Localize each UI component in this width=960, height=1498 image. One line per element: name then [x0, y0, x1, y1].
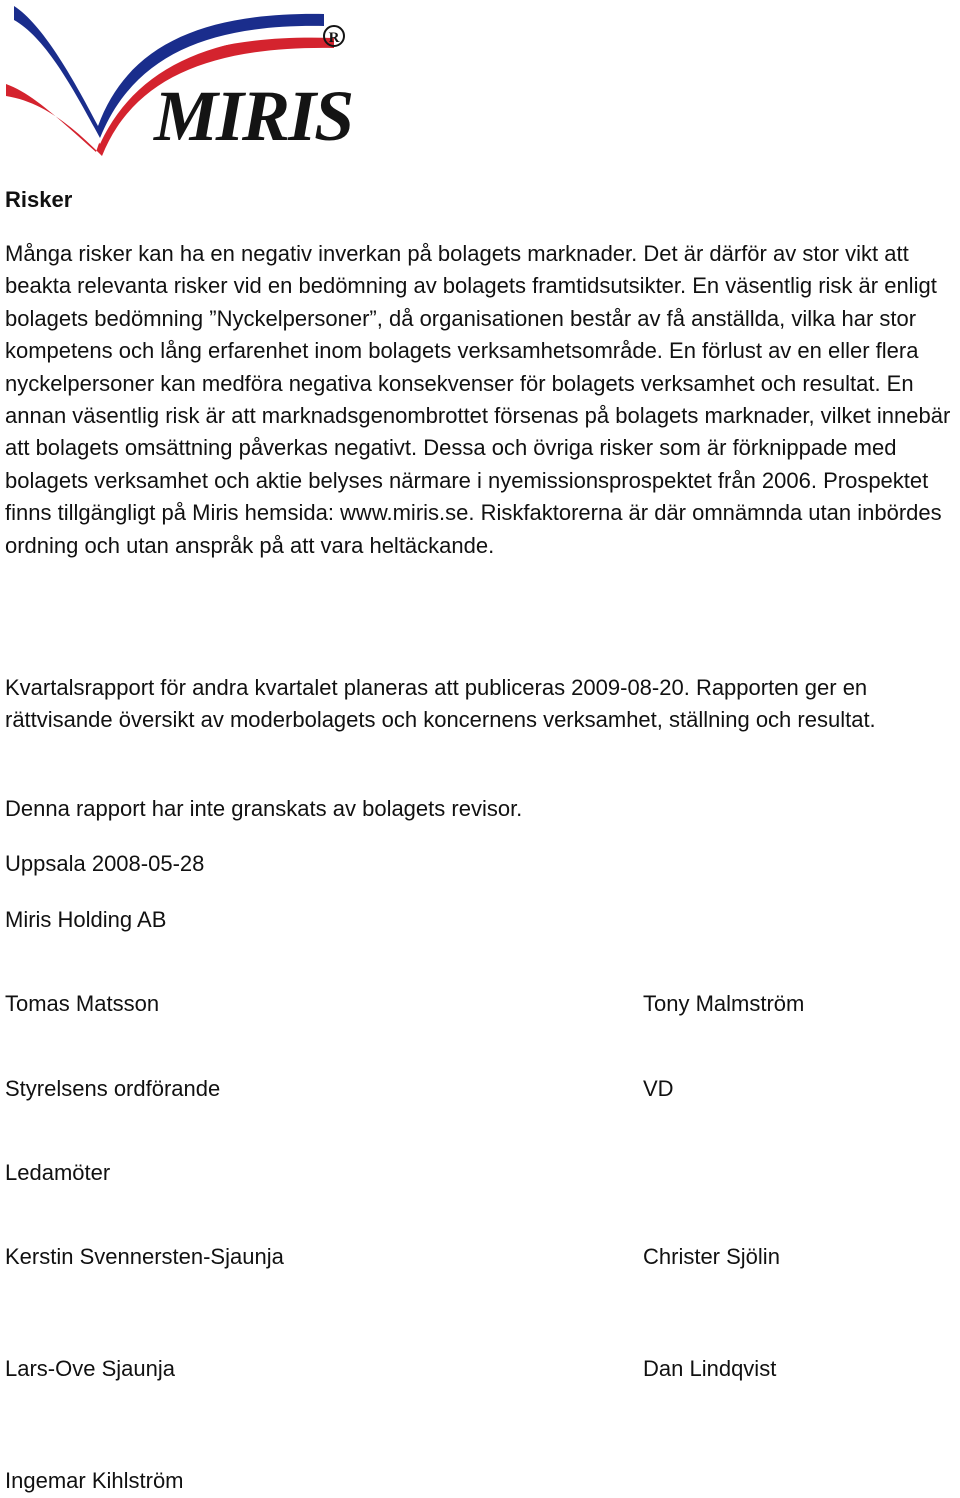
member-name: Christer Sjölin: [643, 1244, 780, 1269]
report-paragraph: Kvartalsrapport för andra kvartalet planeras att publiceras 2009-08-20. Rapporten ger en rättvisande översikt av moderbolagets och koncernens verksamhet, ställning och resultat.: [5, 675, 876, 733]
member-name: Ingemar Kihlström: [5, 1468, 184, 1493]
company-name: Miris Holding AB: [5, 907, 167, 932]
miris-logo: [4, 4, 354, 162]
member-name: Lars-Ove Sjaunja: [5, 1356, 175, 1381]
chair-title: Styrelsens ordförande: [5, 1076, 221, 1101]
member-name: Kerstin Svennersten-Sjaunja: [5, 1244, 284, 1269]
chair-name: Tomas Matsson: [5, 991, 160, 1016]
risk-paragraph: Många risker kan ha en negativ inverkan på bolagets marknader. Det är därför av stor vikt att beakta relevanta risker vid en bedömning av bolagets framtidsutsikter. En väsentlig risk är enligt bolagets bedömning ”Nyckelpersoner”, då organisationen består av få anställda, vilka har stor kompetens och lång erfarenhet inom bolagets verksamhetsområde. En förlust av en eller flera nyckelpersoner kan medföra negativa konsekvenser för bolagets verksamhet och resultat. En annan väsentlig risk är att marknadsgenombrottet försenas på bolagets marknader, vilket innebär att bolagets omsättning påverkas negativt. Dessa och övriga risker som är förknippade med bolagets verksamhet och aktie belyses närmare i nyemissionsprospektet från 2006. Prospektet finns tillgängligt på Miris hemsida: www.miris.se. Riskfaktorerna är där omnämnda utan inbördes ordning och utan anspråk på att vara heltäckande.: [5, 241, 951, 558]
svg-text:MIRIS: MIRIS: [154, 76, 353, 156]
audit-note: Denna rapport har inte granskats av bolagets revisor.: [5, 796, 523, 821]
members-heading: Ledamöter: [5, 1160, 111, 1185]
svg-text:R: R: [328, 30, 340, 46]
member-name: Dan Lindqvist: [643, 1356, 777, 1381]
ceo-name: Tony Malmström: [643, 991, 805, 1016]
place-date: Uppsala 2008-05-28: [5, 851, 205, 876]
ceo-title: VD: [643, 1076, 674, 1101]
section-title: Risker: [5, 187, 73, 212]
